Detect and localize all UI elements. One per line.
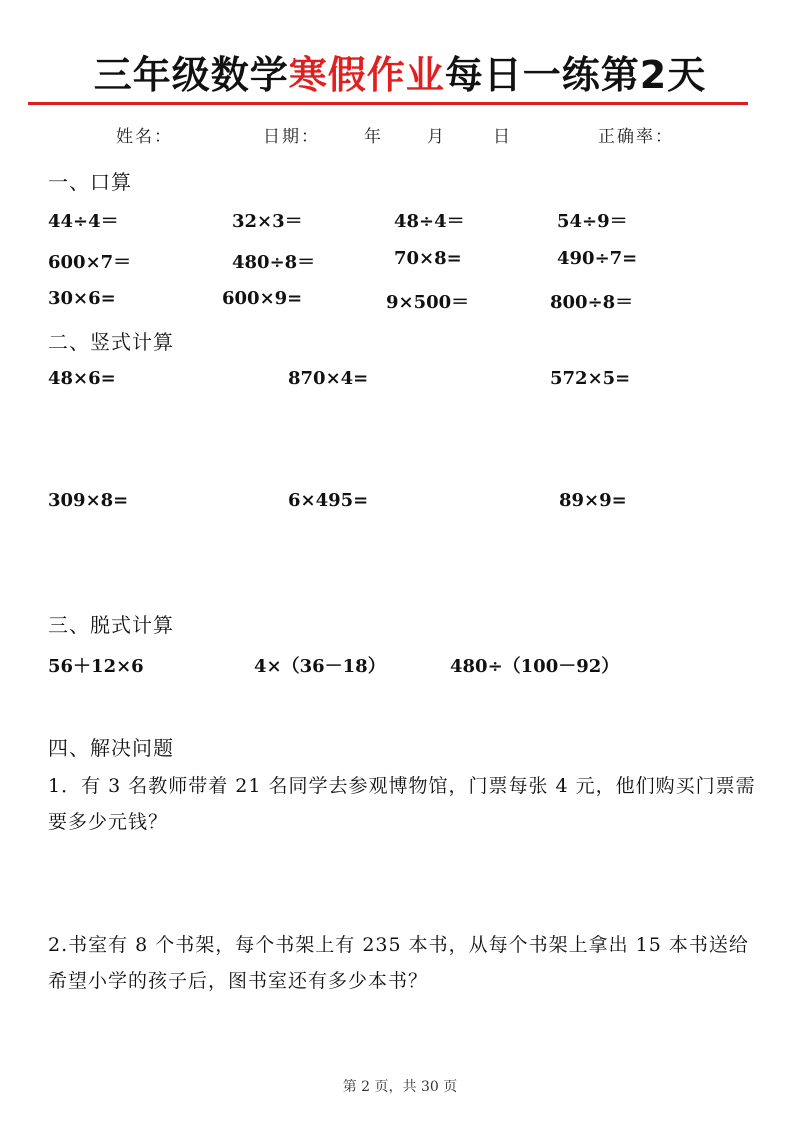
page-title — [0, 44, 800, 99]
name-label: 姓名： — [116, 127, 173, 147]
oral-problem: 800÷8＝ — [550, 292, 634, 313]
accuracy-label: 正确率： — [598, 127, 674, 147]
day-label: 日 — [493, 127, 512, 147]
vertical-problem: 89×9= — [559, 490, 627, 511]
oral-problem: 490÷7= — [557, 248, 638, 269]
stepwise-problem: 56＋12×6 — [48, 656, 144, 677]
section-vertical: 二、竖式计算 — [48, 330, 174, 354]
oral-problem: 48÷4＝ — [394, 211, 465, 232]
month-label: 月 — [427, 127, 446, 147]
title-part-3: 每日一练第2天 — [444, 53, 707, 97]
oral-problem: 9×500＝ — [386, 292, 470, 313]
stepwise-problem: 4×（36－18） — [254, 656, 386, 677]
oral-problem: 600×7＝ — [48, 252, 132, 273]
vertical-problem: 6×495= — [288, 490, 369, 511]
title-part-1: 三年级数学 — [93, 53, 289, 97]
date-label: 日期： — [263, 127, 320, 147]
stepwise-problem: 480÷（100－92） — [450, 656, 620, 677]
section-stepwise: 三、脱式计算 — [48, 613, 174, 637]
word-problem-2: 2.书室有 8 个书架，每个书架上有 235 本书，从每个书架上拿出 15 本书送给希望小学的孩子后，图书室还有多少本书？ — [48, 934, 749, 992]
oral-problem: 30×6= — [48, 288, 116, 309]
vertical-problem: 870×4= — [288, 368, 369, 389]
oral-problem: 480÷8＝ — [232, 252, 316, 273]
vertical-problem: 309×8= — [48, 490, 129, 511]
section-oral: 一、口算 — [48, 170, 132, 194]
oral-problem: 70×8= — [394, 248, 462, 269]
title-highlight: 寒假作业 — [288, 53, 445, 97]
vertical-problem: 572×5= — [550, 368, 631, 389]
oral-problem: 44÷4＝ — [48, 211, 119, 232]
page-footer: 第 2 页，共 30 页 — [342, 1079, 458, 1095]
oral-problem: 32×3＝ — [232, 211, 303, 232]
section-word-problems: 四、解决问题 — [48, 736, 174, 760]
oral-problem: 600×9= — [222, 288, 303, 309]
title-divider — [28, 102, 748, 105]
oral-problem: 54÷9＝ — [557, 211, 628, 232]
word-problem-1: 1．有 3 名教师带着 21 名同学去参观博物馆，门票每张 4 元，他们购买门票需要多少元钱？ — [48, 775, 756, 833]
year-label: 年 — [364, 127, 383, 147]
vertical-problem: 48×6= — [48, 368, 116, 389]
